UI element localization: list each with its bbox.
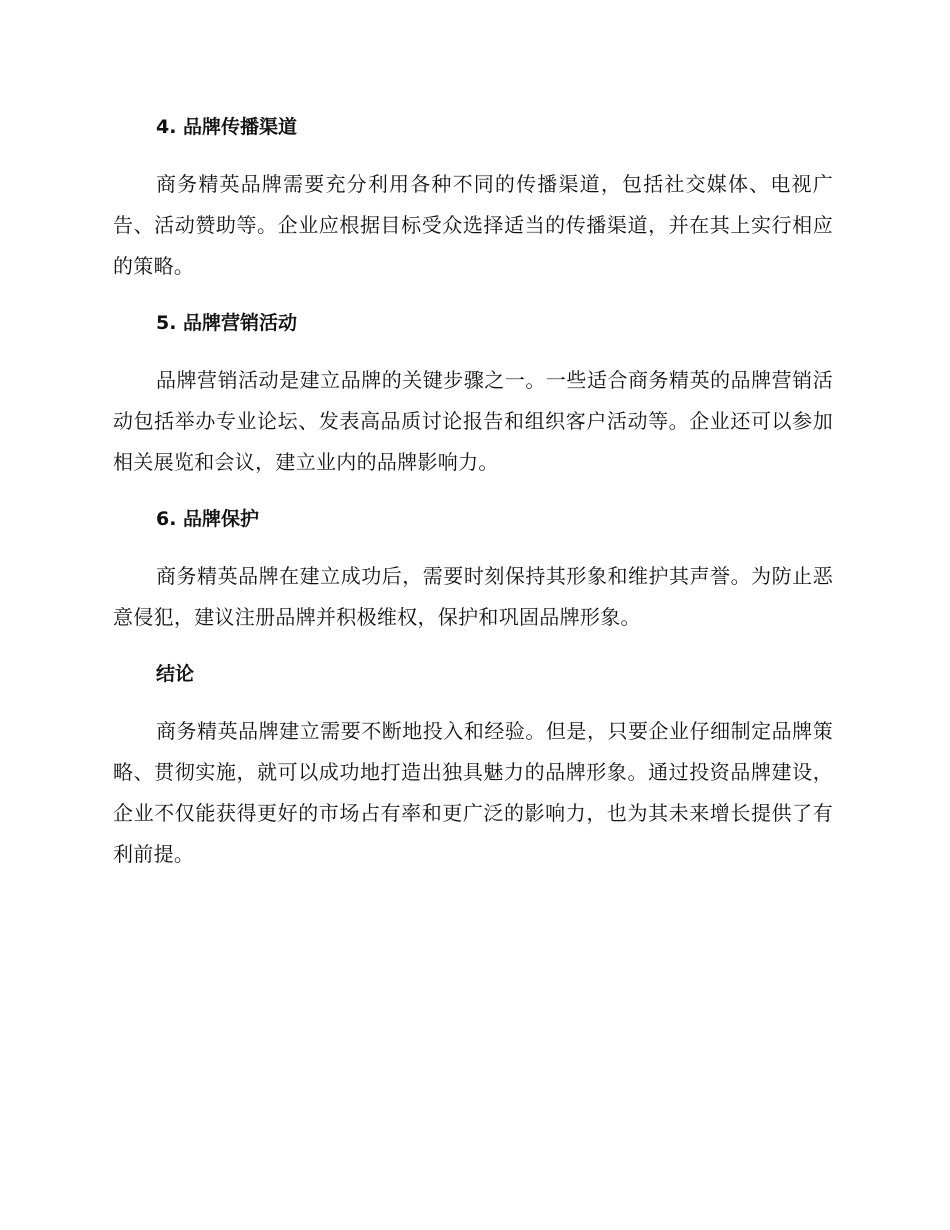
section-heading: 4. 品牌传播渠道: [156, 116, 298, 138]
section-heading: 结论: [156, 663, 195, 685]
section-heading: 5. 品牌营销活动: [156, 312, 298, 334]
section-paragraph: 商务精英品牌建立需要不断地投入和经验。但是，只要企业仔细制定品牌策略、贯彻实施，就可以成功地打造出独具魅力的品牌形象。通过投资品牌建设，企业不仅能获得更好的市场占有率和更广泛的影响力，也为其未来增长提供了有利前提。: [113, 719, 833, 866]
section-paragraph: 品牌营销活动是建立品牌的关键步骤之一。一些适合商务精英的品牌营销活动包括举办专业论坛、发表高品质讨论报告和组织客户活动等。企业还可以参加相关展览和会议，建立业内的品牌影响力。: [113, 368, 833, 474]
section-brand-marketing: [113, 304, 833, 500]
section-brand-channels: [113, 108, 833, 304]
section-paragraph: 商务精英品牌需要充分利用各种不同的传播渠道，包括社交媒体、电视广告、活动赞助等。企业应根据目标受众选择适当的传播渠道，并在其上实行相应的策略。: [113, 172, 833, 278]
section-heading: 6. 品牌保护: [156, 508, 260, 530]
section-conclusion: [113, 655, 833, 875]
section-brand-protection: [113, 500, 833, 655]
document-page: [113, 108, 833, 875]
section-paragraph: 商务精英品牌在建立成功后，需要时刻保持其形象和维护其声誉。为防止恶意侵犯，建议注册品牌并积极维权，保护和巩固品牌形象。: [113, 564, 833, 629]
